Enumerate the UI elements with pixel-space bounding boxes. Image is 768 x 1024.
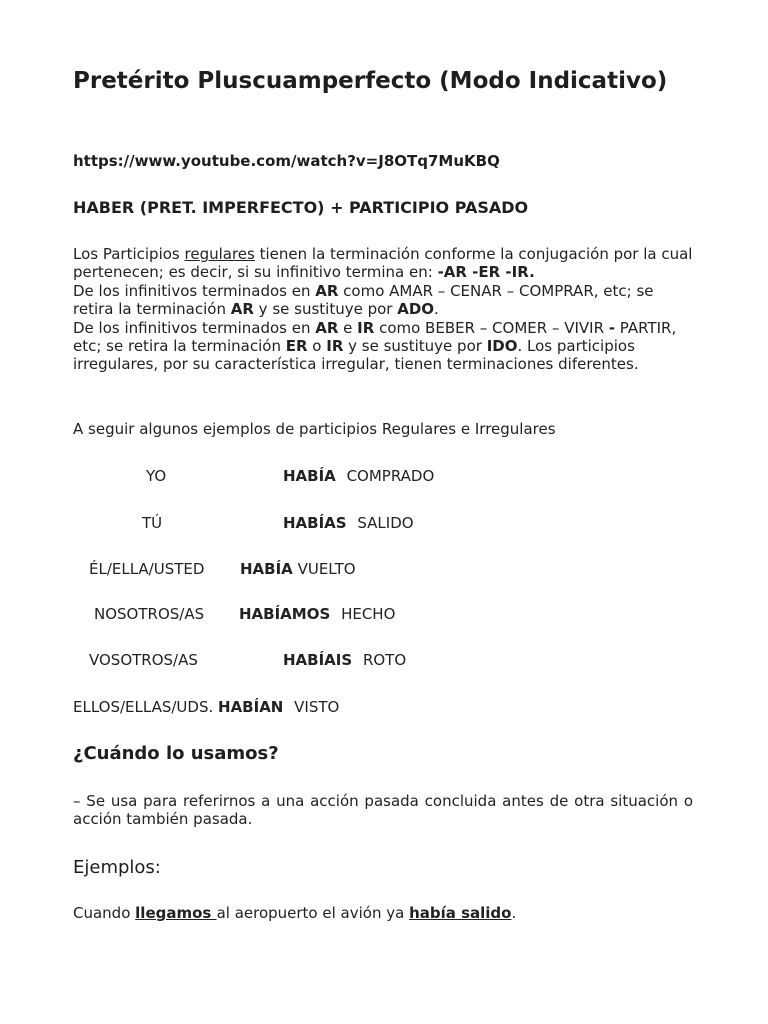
conjugation-verb: HABÍA VUELTO — [240, 560, 356, 578]
conjugation-pronoun: YO — [146, 467, 167, 485]
example-verb-1: llegamos — [135, 904, 217, 922]
when-heading: ¿Cuándo lo usamos? — [73, 743, 279, 764]
conjugation-row: ELLOS/ELLAS/UDS. HABÍAN VISTO — [73, 698, 340, 716]
example-sentence: Cuando llegamos al aeropuerto el avión ya había salido. — [73, 904, 517, 922]
conjugation-pronoun: ÉL/ELLA/USTED — [89, 560, 205, 578]
conjugation-pronoun: TÚ — [142, 514, 163, 532]
conjugation-verb: HABÍAS SALIDO — [283, 514, 414, 532]
examples-intro: A seguir algunos ejemplos de participios Regulares e Irregulares — [73, 420, 556, 438]
participles-paragraph: Los Participios regulares tienen la terminación conforme la conjugación por la cual pertenecen; es decir, si su infinitivo termina en: -AR -ER -IR. De los infinitivos terminados en AR como AMAR – CENAR – COMPRAR, etc; se retira la terminación AR y se sustituye por ADO. De los infinitivos terminados en AR e IR como BEBER – COMER – VIVIR - PARTIR, etc; se retira la terminación ER o IR y se sustituye por IDO. Los participios irregulares, por su característica irregular, tienen terminaciones diferentes. — [73, 245, 693, 374]
video-link[interactable]: https://www.youtube.com/watch?v=J8OTq7MuKBQ — [73, 152, 500, 170]
conjugation-pronoun: VOSOTROS/AS — [89, 651, 198, 669]
conjugation-verb: HABÍAMOS HECHO — [239, 605, 396, 623]
conjugation-pronoun: ELLOS/ELLAS/UDS. — [73, 698, 214, 716]
formula-heading: HABER (PRET. IMPERFECTO) + PARTICIPIO PASADO — [73, 198, 529, 217]
conjugation-verb: HABÍA COMPRADO — [283, 467, 435, 485]
underlined-word: regulares — [184, 245, 255, 263]
conjugation-pronoun: NOSOTROS/AS — [94, 605, 205, 623]
page-title: Pretérito Pluscuamperfecto (Modo Indicativo) — [73, 68, 668, 94]
usage-text: – Se usa para referirnos a una acción pasada concluida antes de otra situación o acción también pasada. — [73, 792, 693, 829]
examples-heading: Ejemplos: — [73, 857, 161, 878]
conjugation-verb: HABÍAIS ROTO — [283, 651, 407, 669]
example-verb-2: había salido — [409, 904, 512, 922]
